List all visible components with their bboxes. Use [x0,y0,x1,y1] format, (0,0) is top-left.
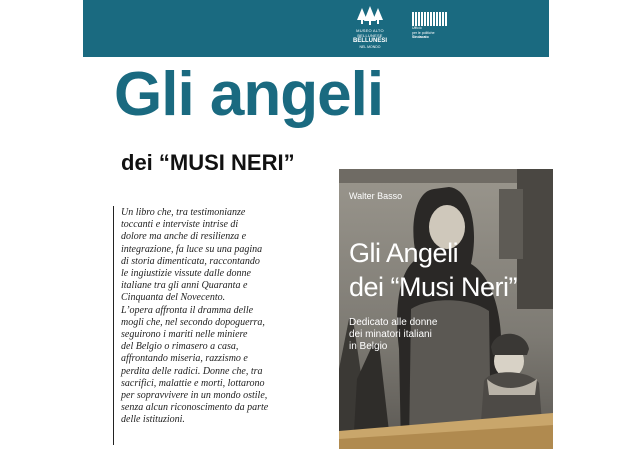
description-line: per sopravvivere in un mondo ostile, [121,390,268,402]
bars-icon [412,12,452,26]
description-line: L’opera affronta il dramma delle [121,304,254,316]
cover-subtitle-line: dei minatori italiani [349,329,432,340]
partner-line-2: per le politiche [412,30,435,35]
description-line: di storia dimenticata, raccontando [121,255,260,267]
description-line: sacrifici, malattie e morti, lottarono [121,377,265,389]
description-line: del Belgio o rimasero a casa, [121,341,239,353]
header-band [83,0,549,57]
text-divider [113,206,114,445]
description-line: integrazione, fa luce su una pagina [121,243,263,255]
description-line: Cinquanta del Novecento. [121,292,226,304]
partner-line-1: Ufficio [412,26,422,30]
poster-subtitle: dei “MUSI NERI” [121,150,295,175]
cover-title-line-1: Gli Angeli [349,238,459,268]
museum-logo [345,6,395,52]
cover-subtitle-line: in Belgio [349,341,388,352]
description-line: senza alcun riconoscimento da parte [121,402,269,414]
book-description [121,207,321,427]
description-line: dolore ma anche di resilienza e [121,231,247,243]
description-line: perdita delle radici. Donne che, tra [121,365,263,377]
book-cover [339,169,553,449]
description-line: Un libro che, tra testimonianze [121,207,246,218]
description-line: delle istituzioni. [121,414,185,426]
description-line: affrontando miseria, razzismo e [121,353,248,365]
cover-subtitle-line: Dedicato alle donne [349,317,438,328]
cover-photo [339,169,553,449]
cover-author: Walter Basso [349,191,403,201]
logo-line-3: NEL MONDO [359,45,381,49]
poster-title: Gli angeli [114,60,384,129]
description-line: italiane tra gli anni Quaranta e [121,280,248,292]
description-line: seguirono i mariti nelle miniere [121,329,248,341]
logo-line-1: MUSEO ALTO BELLUNESE [356,28,384,38]
logo-line-2: BELLUNESI [352,38,387,44]
partner-line-3: Sindacato [412,35,429,39]
description-line: mogli che, nel secondo dopoguerra, [121,316,265,328]
description-line: le ingiustizie vissute dalle donne [121,268,251,280]
cover-title-line-2: dei “Musi Neri” [349,272,518,302]
trees-icon [355,6,385,28]
description-line: toccanti e interviste intrise di [121,219,239,231]
cover-subtitle [349,317,437,353]
partner-logo [412,12,452,50]
